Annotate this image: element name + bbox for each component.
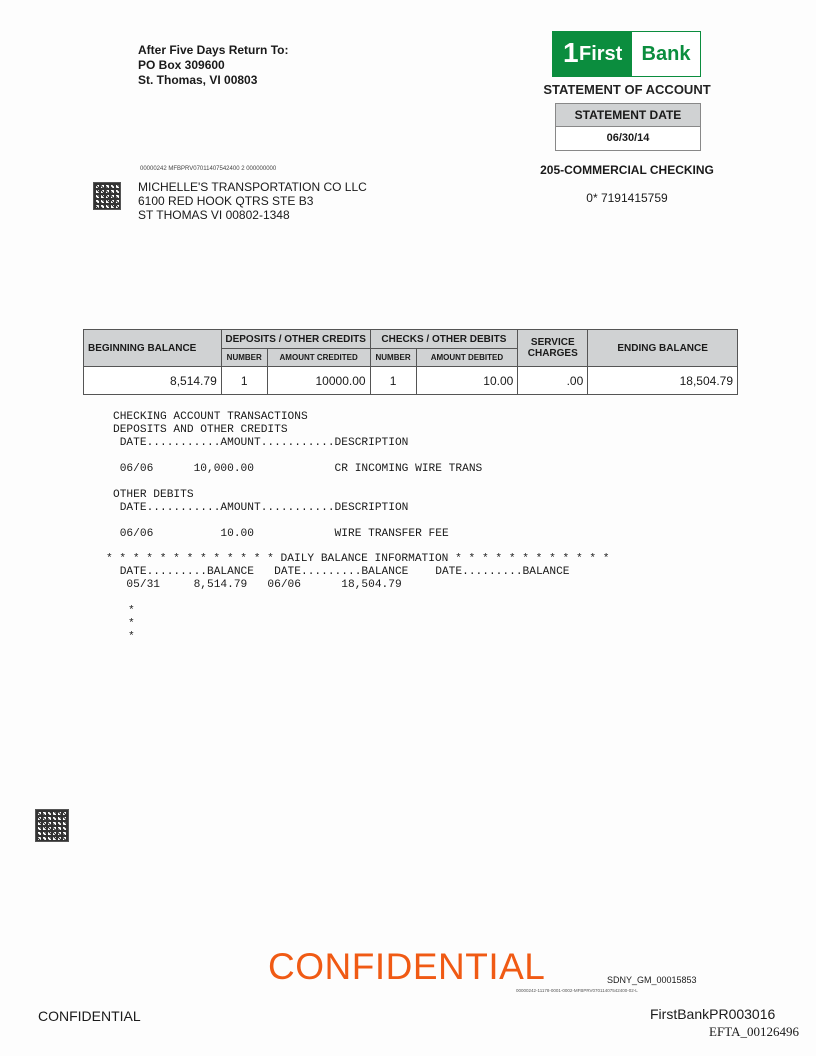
mailing-address [138,180,367,222]
service-charges-value: .00 [518,367,588,395]
amount-debited-header: AMOUNT DEBITED [416,349,518,367]
customer-name: MICHELLE'S TRANSPORTATION CO LLC [138,180,367,194]
deposits-header: DEPOSITS / OTHER CREDITS [221,330,370,349]
statement-date-value: 06/30/14 [556,127,700,150]
checks-header: CHECKS / OTHER DEBITS [370,330,518,349]
debits-header: DATE...........AMOUNT...........DESCRIPTION [113,502,409,514]
bates-efta: EFTA_00126496 [709,1024,799,1039]
daily-balance-header: DATE.........BALANCE DATE.........BALANCE DATE.........BALANCE [113,566,570,578]
deposit-count-value: 1 [221,367,267,395]
debit-number-header: NUMBER [370,349,416,367]
customer-city: ST THOMAS VI 00802-1348 [138,208,290,222]
firstbank-logo [552,31,701,77]
beginning-balance-header: BEGINNING BALANCE [84,330,222,367]
account-number: 0* 7191415759 [586,191,668,205]
credits-header: DATE...........AMOUNT...........DESCRIPTION [113,437,409,449]
mail-sequence-code: 00000242 MFBPRV07011407542400 2 000000000 [140,166,277,172]
debit-row: 06/06 10.00 WIRE TRANSFER FEE [113,528,449,540]
statement-date-label: STATEMENT DATE [556,104,700,127]
transactions-section [106,411,733,651]
service-charges-header-line-2: CHARGES [527,348,578,359]
beginning-balance-value: 8,514.79 [84,367,222,395]
credits-title: DEPOSITS AND OTHER CREDITS [113,424,288,436]
deposit-number-header: NUMBER [221,349,267,367]
statement-date-box [555,103,701,151]
transactions-title: CHECKING ACCOUNT TRANSACTIONS [113,411,308,423]
account-summary-table [83,329,738,395]
summary-values-row [84,367,738,395]
logo-number: 1 [563,37,579,68]
bates-firstbank: FirstBankPR003016 [650,1006,776,1022]
logo-first: First [579,43,623,65]
customer-street: 6100 RED HOOK QTRS STE B3 [138,194,314,208]
amount-credited-value: 10000.00 [267,367,370,395]
amount-credited-header: AMOUNT CREDITED [267,349,370,367]
debit-count-value: 1 [370,367,416,395]
end-marker-star: * [128,618,135,630]
ending-balance-value: 18,504.79 [588,367,738,395]
statement-title: STATEMENT OF ACCOUNT [543,82,711,97]
credit-row: 06/06 10,000.00 CR INCOMING WIRE TRANS [113,463,483,475]
debits-title: OTHER DEBITS [113,489,194,501]
product-name: 205-COMMERCIAL CHECKING [540,163,714,177]
end-marker-star: * [128,631,135,643]
confidential-stamp: CONFIDENTIAL [268,946,546,987]
daily-balance-row: 05/31 8,514.79 06/06 18,504.79 [113,579,402,591]
barcode-icon [35,809,69,842]
return-address [138,43,288,88]
confidential-label: CONFIDENTIAL [38,1008,141,1024]
bates-small-code: 00000242-11178-0001-0002-MFBPRV07011407542400-02-L [516,988,638,993]
daily-balance-title: * * * * * * * * * * * * * DAILY BALANCE INFORMATION * * * * * * * * * * * * [106,553,610,565]
logo-bank: Bank [632,32,700,76]
bates-sdny: SDNY_GM_00015853 [607,975,697,985]
barcode-icon [93,182,121,210]
ending-balance-header: ENDING BALANCE [588,330,738,367]
return-address-line-3: St. Thomas, VI 00803 [138,73,258,87]
service-charges-header [518,330,588,367]
amount-debited-value: 10.00 [416,367,518,395]
return-address-line-1: After Five Days Return To: [138,43,289,57]
end-marker-star: * [128,605,135,617]
return-address-line-2: PO Box 309600 [138,58,225,72]
service-charges-header-line-1: SERVICE [530,337,575,348]
